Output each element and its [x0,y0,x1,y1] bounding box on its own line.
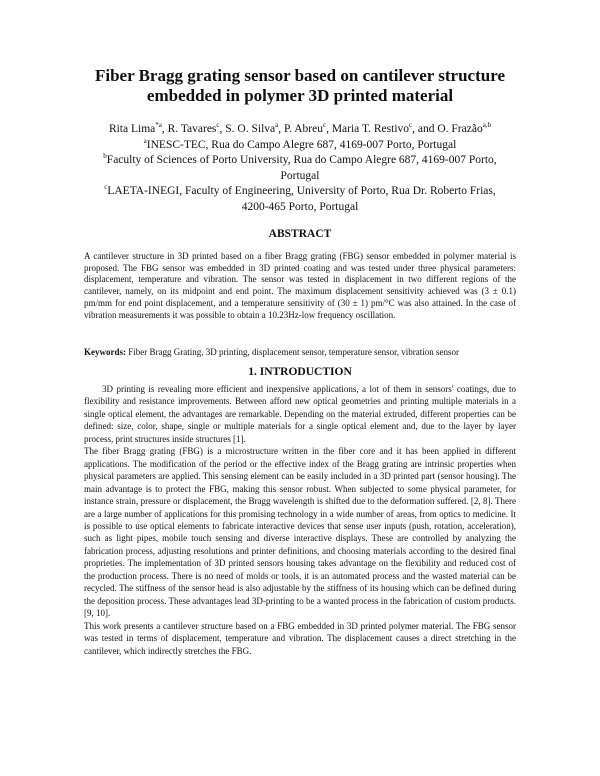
affiliation-mark: a [143,136,147,145]
author-name: , and O. Frazão [412,123,483,135]
affiliation-b-cont: Portugal [280,169,320,182]
author-superscript: *a [155,121,162,130]
author-name: , P. Abreu [278,123,323,135]
author-superscript: c [409,121,413,130]
affiliation-text: Faculty of Sciences of Porto University, Rua do Campo Alegre 687, 4169-007 Porto, [106,154,497,167]
affiliation-b [60,153,540,169]
title-line-2: embedded in polymer 3D printed material [146,86,454,105]
author-superscript: a,b [482,121,492,130]
affiliation-a [60,138,540,154]
author-name: , R. Tavares [161,123,217,135]
keywords-label: Keywords: [84,347,126,357]
affiliation-text: INESC-TEC, Rua do Campo Alegre 687, 4169-007 Porto, Portugal [146,138,457,151]
author-superscript: a [275,121,279,130]
author-list [60,122,540,138]
section-heading-introduction: 1. INTRODUCTION [248,366,352,378]
paper-title [60,66,540,106]
intro-paragraph-2: The fiber Bragg grating (FBG) is a microstructure written in the fiber core and it has been applied in different applications. The modification of the period or the effective index of the Bragg grating are intrinsic properties when physical parameters are applied. This sensing element can be easily included in a 3D printed part (sensor housing). The main advantage is to protect the FBG, making this sensor robust. When subjected to some physical parameter, for instance strain, pressure or displacement, the Bragg wavelength is shifted due to the deformation suffered. [2, 8]. There are a large number of applications for this promising technology in a wide number of areas, from optics to medicine. It is possible to use optical elements to fabricate interactive devices that sense user inputs (push, rotation, acceleration), such as light pipes, mobile touch sensing and diverse interactive displays. These are controlled by analyzing the fabrication process, adjusting resolutions and printer definitions, and choosing materials according to the desired final proprieties. The implementation of 3D printed sensors housing takes advantage on the flexibility and reduced cost of the production process. There is no need of molds or tools, it is an automated process and the wasted material can be recycled. The stiffness of the sensor head is also adjustable by the stiffness of its housing which can be defined during the deposition process. These advantages lead 3D-printing to be a wanted process in the fabrication of custom products. [9, 10]. [84,446,516,619]
affiliation-mark: b [103,152,107,161]
affiliation-text: LAETA-INEGI, Faculty of Engineering, University of Porto, Rua Dr. Roberto Frias, [107,185,496,198]
intro-paragraph-3: This work presents a cantilever structure based on a FBG embedded in 3D printed polymer material. The FBG sensor was tested in terms of displacement, temperature and vibration. The displacement causes a direct stretching in the cantilever, which indirectly stretches the FBG. [84,620,516,656]
affiliation-c [60,184,540,200]
intro-paragraph-1: 3D printing is revealing more efficient and inexpensive applications, a lot of them in sensors' coatings, due to flexibility and resistance improvements. Between afford new optical geometries and printing multiple materials in a single optical element, the advantages are remarkable. Depending on the material extruded, different properties can be defined: size, color, shape, single or multiple materials for a single optical element and, due to the layer by layer process, print structures inside structures [1]. [84,384,516,444]
affiliation-c-cont: 4200-465 Porto, Portugal [241,200,359,213]
keywords [84,347,516,359]
author-superscript: c [216,121,220,130]
author-name: , Maria T. Restivo [326,123,410,135]
abstract-text: A cantilever structure in 3D printed based on a fiber Bragg grating (FBG) sensor embedded in polymer material is proposed. The FBG sensor was embedded in 3D printed coating and was tested under three physical parameters: displacement, temperature and vibration. The sensor was tested in displacement in two different regions of the cantilever, namely, on its midpoint and end point. The maximum displacement sensitivity achieved was (3 ± 0.1) pm/mm for end point displacement, and a temperature sensitivity of (30 ± 1) pm/°C was also attained. In the case of vibration measurements it was possible to obtain a 10.23Hz-low frequency oscillation. [84,251,516,320]
author-superscript: c [322,121,327,130]
introduction-body [84,383,516,657]
author-name: Rita Lima [108,123,156,135]
abstract-heading: ABSTRACT [268,228,332,240]
keywords-text: Fiber Bragg Grating, 3D printing, displacement sensor, temperature sensor, vibration sensor [126,347,459,357]
affiliation-mark: c [104,183,108,192]
author-block [60,122,540,216]
title-line-1: Fiber Bragg grating sensor based on cantilever structure [94,66,506,85]
author-name: , S. O. Silva [219,123,276,135]
